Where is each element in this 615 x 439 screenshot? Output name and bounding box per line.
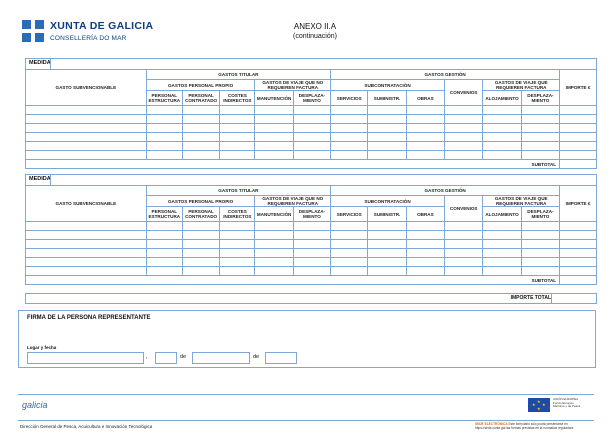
table-row[interactable] <box>26 249 596 258</box>
table-row[interactable] <box>26 222 596 231</box>
table-row[interactable] <box>26 133 596 142</box>
medida-input[interactable] <box>50 59 596 69</box>
importe-total-label: IMPORTE TOTAL <box>510 295 551 301</box>
table-row[interactable] <box>26 231 596 240</box>
signature-section <box>18 310 596 368</box>
expense-grid <box>26 70 596 168</box>
table-row[interactable] <box>26 151 596 160</box>
personal-estructura-header: PERSONAL ESTRUCTURA <box>146 91 182 106</box>
viaje-factura-header: GASTOS DE VIAJE QUE REQUIEREN FACTURA <box>483 80 560 91</box>
personal-estructura-header: PERSONAL ESTRUCTURA <box>146 207 182 222</box>
gasto-subvencionable-header: GASTO SUBVENCIONABLE <box>26 70 146 106</box>
desplazamiento-header: DESPLAZA-MIENTO <box>293 207 330 222</box>
subtotal-label: SUBTOTAL <box>26 276 560 285</box>
viaje-no-factura-header: GASTOS DE VIAJE QUE NO REQUIEREN FACTURA <box>255 80 331 91</box>
suministros-header: SUMINISTR. <box>368 91 406 106</box>
expense-table-1 <box>25 58 597 169</box>
servicios-header: SERVICIOS <box>331 91 368 106</box>
expense-grid <box>26 186 596 284</box>
signature-title: FIRMA DE LA PERSONA REPRESENTANTE <box>27 315 151 321</box>
sede-electronica-note <box>475 422 600 430</box>
convenios-header: CONVENIOS <box>445 80 483 106</box>
subcontratacion-header: SUBCONTRATACIÓN <box>331 80 445 91</box>
desplazamiento-header-2: DESPLAZA-MIENTO <box>521 207 559 222</box>
table-row[interactable] <box>26 240 596 249</box>
sede-line-2: https://sede.xunta.gal las formas previstas en la normativa reguladora <box>475 426 574 430</box>
costes-indirectos-header: COSTES INDIRECTOS <box>220 207 255 222</box>
table-row[interactable] <box>26 142 596 151</box>
eu-flag-icon: ★ ★ ★ ★ <box>528 398 550 412</box>
day-input[interactable] <box>155 352 177 364</box>
gastos-gestion-header: GASTOS GESTIÓN <box>331 70 560 80</box>
obras-header: OBRAS <box>406 91 444 106</box>
xunta-logo-icon <box>22 20 44 42</box>
personal-contratado-header: PERSONAL CONTRATADO <box>182 91 219 106</box>
separator-de-2: de <box>253 354 260 360</box>
sede-line-1: Este formulario sólo podrá presentarse en <box>508 422 568 426</box>
importe-header: IMPORTE € <box>560 186 596 222</box>
medida-row <box>26 59 596 70</box>
separator-de-1: de <box>180 354 187 360</box>
personal-propio-header: GASTOS PERSONAL PROPIO <box>146 196 255 207</box>
table-row[interactable] <box>26 267 596 276</box>
year-input[interactable] <box>265 352 297 364</box>
table-row[interactable] <box>26 124 596 133</box>
personal-propio-header: GASTOS PERSONAL PROPIO <box>146 80 255 91</box>
medida-input[interactable] <box>50 175 596 185</box>
annex-title: ANEXO II.A <box>293 22 337 31</box>
medida-label: MEDIDA <box>29 60 51 66</box>
medida-label: MEDIDA <box>29 176 51 182</box>
desplazamiento-header-2: DESPLAZA-MIENTO <box>521 91 559 106</box>
importe-header: IMPORTE € <box>560 70 596 106</box>
obras-header: OBRAS <box>406 207 444 222</box>
table-row[interactable] <box>26 115 596 124</box>
manutencion-header: MANUTENCIÓN <box>255 207 293 222</box>
annex-subtitle: (continuación) <box>293 33 337 40</box>
expense-table-2 <box>25 174 597 285</box>
footer-department: Dirección General de Pesca, Acuicultura e Innovación Tecnológica <box>20 424 153 429</box>
footer-band <box>18 394 594 421</box>
dept-name: CONSELLERÍA DO MAR <box>50 35 127 42</box>
alojamiento-header: ALOJAMIENTO <box>483 91 521 106</box>
costes-indirectos-header: COSTES INDIRECTOS <box>220 91 255 106</box>
sede-title: SEDE ELECTRÓNICA <box>475 422 508 426</box>
subcontratacion-header: SUBCONTRATACIÓN <box>331 196 445 207</box>
importe-total-input[interactable] <box>551 294 596 303</box>
gastos-gestion-header: GASTOS GESTIÓN <box>331 186 560 196</box>
medida-row <box>26 175 596 186</box>
separator-comma: , <box>146 354 148 360</box>
gastos-titular-header: GASTOS TITULAR <box>146 70 330 80</box>
subtotal-input[interactable] <box>560 160 596 169</box>
desplazamiento-header: DESPLAZA-MIENTO <box>293 91 330 106</box>
convenios-header: CONVENIOS <box>445 196 483 222</box>
eu-funding-text: UNIÓN EUROPEA Fondo Europeo Marítimo y de Pesca <box>553 397 581 409</box>
alojamiento-header: ALOJAMIENTO <box>483 207 521 222</box>
subtotal-label: SUBTOTAL <box>26 160 560 169</box>
place-date-label: Lugar y fecha <box>27 345 57 350</box>
place-input[interactable] <box>27 352 144 364</box>
manutencion-header: MANUTENCIÓN <box>255 91 293 106</box>
importe-total-row <box>25 293 597 304</box>
personal-contratado-header: PERSONAL CONTRATADO <box>182 207 219 222</box>
servicios-header: SERVICIOS <box>331 207 368 222</box>
viaje-factura-header: GASTOS DE VIAJE QUE REQUIEREN FACTURA <box>483 196 560 207</box>
month-input[interactable] <box>192 352 250 364</box>
org-name: XUNTA DE GALICIA <box>50 20 154 32</box>
suministros-header: SUMINISTR. <box>368 207 406 222</box>
galicia-logo: galicia <box>22 400 48 410</box>
table-row[interactable] <box>26 258 596 267</box>
gastos-titular-header: GASTOS TITULAR <box>146 186 330 196</box>
table-row[interactable] <box>26 106 596 115</box>
subtotal-input[interactable] <box>560 276 596 285</box>
gasto-subvencionable-header: GASTO SUBVENCIONABLE <box>26 186 146 222</box>
viaje-no-factura-header: GASTOS DE VIAJE QUE NO REQUIEREN FACTURA <box>255 196 331 207</box>
